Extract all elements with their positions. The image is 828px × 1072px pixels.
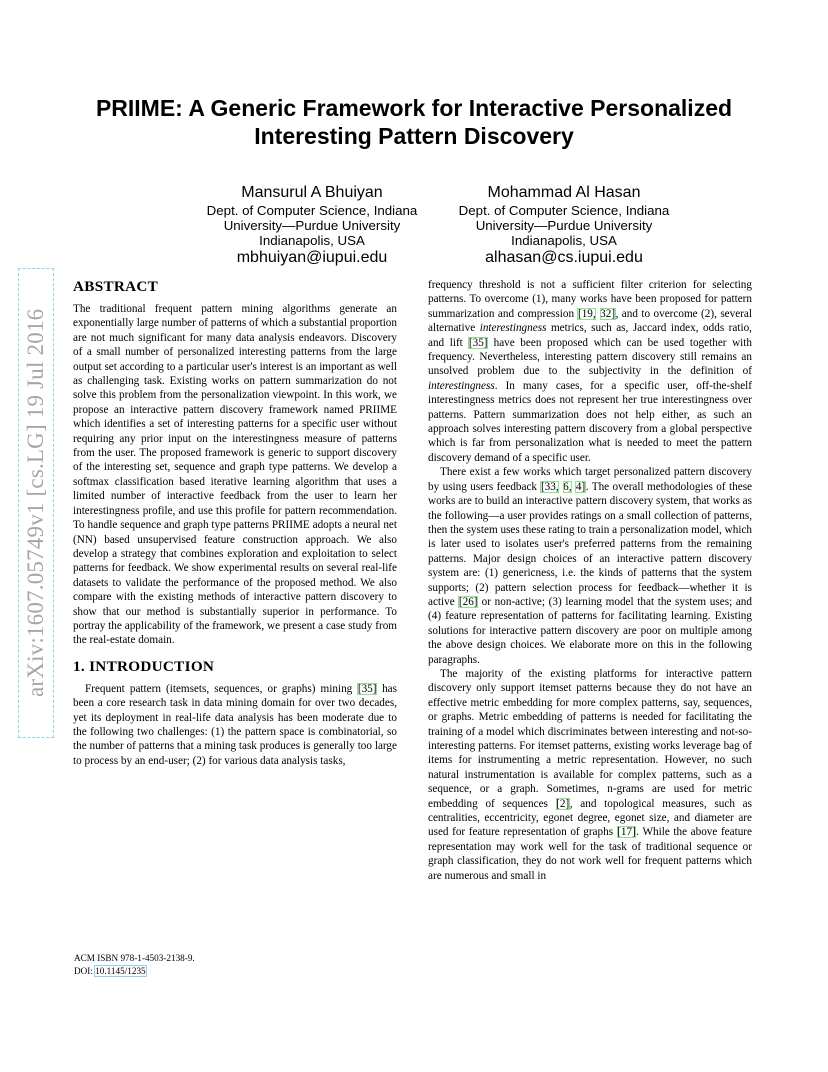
author-block-2 bbox=[434, 183, 694, 268]
right-paragraph-1: frequency threshold is not a sufficient filter criterion for selecting patterns. To overcome (1), many works have been proposed for pattern summarization and compression [19, 32], and to overcome (2), several alternative interestingness metrics, such as, Jaccard index, odds ratio, and lift [35] have been proposed which can be used together with frequency. Nevertheless, interesting pattern discovery still remains an unsolved problem due to the subjectivity in the definition of interestingness. In many cases, for a specific user, off-the-shelf interestingness metrics does not represent her true interestingness over patterns. Pattern summarization does not help either, as such an approach solves interesting pattern discovery from a global perspective which is far from personalization what is needed to meet the pattern discovery demand of a specific user. bbox=[428, 279, 752, 464]
citation-link[interactable]: [17] bbox=[617, 826, 636, 839]
citation-link[interactable]: 4] bbox=[575, 480, 586, 493]
author-email[interactable]: mbhuiyan@iupui.edu bbox=[236, 249, 388, 266]
citation-link[interactable]: [26] bbox=[458, 595, 478, 608]
author-univ: University—Purdue University bbox=[475, 218, 653, 233]
introduction-heading: 1. INTRODUCTION bbox=[73, 657, 215, 675]
citation-link[interactable]: [35] bbox=[357, 682, 377, 695]
author-name: Mansurul A Bhuiyan bbox=[241, 184, 383, 201]
left-column bbox=[73, 278, 397, 768]
isbn-line: ACM ISBN 978-1-4503-2138-9. bbox=[74, 953, 195, 963]
paper-title bbox=[60, 94, 768, 150]
author-dept: Dept. of Computer Science, Indiana bbox=[458, 203, 670, 218]
arxiv-stamp: arXiv:1607.05749v1 [cs.LG] 19 Jul 2016 bbox=[18, 268, 54, 738]
citation-link[interactable]: 6, bbox=[563, 480, 572, 493]
right-paragraph-3: The majority of the existing platforms for interactive pattern discovery only support itemset patterns because they do not have an effective metric embedding for more complex patterns, say, sequences, or graphs. Metric embedding of patterns is needed for facilitating the training of a model which discriminates between interesting and not-so-interesting patterns. For itemset patterns, existing works leverage bag of items for instrumenting a metric representation. However, no such natural instrumentation is available for complex patterns, such as a sequence, or a graph. Sometimes, n-grams are used for metric embedding of sequences [2], and topological measures, such as centralities, eccentricity, egonet degree, egonet size, and diameter are used for feature representation of graphs [17]. While the above feature representation may work well for the task of traditional sequence or graph classification, they do not work well for frequent patterns which are numerous and small in bbox=[428, 667, 753, 882]
abstract-heading: ABSTRACT bbox=[73, 278, 159, 295]
citation-link[interactable]: [35] bbox=[468, 336, 488, 349]
author-dept: Dept. of Computer Science, Indiana bbox=[206, 203, 418, 218]
citation-link[interactable]: [33, bbox=[540, 480, 559, 493]
citation-link[interactable]: [2] bbox=[556, 797, 570, 810]
doi-line: DOI: 10.1145/1235 bbox=[74, 966, 146, 976]
author-block-1 bbox=[182, 183, 442, 268]
right-paragraph-2: There exist a few works which target personalized pattern discovery by using users feedback [33, 6, 4]. The overall methodologies of these works are to build an interactive pattern discovery system, that works as the following—a user provides ratings on a small collection of patterns, then the system uses these rating to train a personalization model, which is later used to isolates user's preferred patterns from the remaining patterns. Major design choices of an interactive pattern discovery system are: (1) genericness, i.e. the kinds of patterns that the system supports; (2) pattern selection process for feedback—whether it is active [26] or non-active; (3) learning model that the system uses; and (4) feature representation of patterns for facilitating learning. Existing solutions for interactive pattern discovery are poor on multiple among the above design choices. We elaborate more on this in the following paragraphs. bbox=[428, 466, 753, 666]
title-line-1: PRIIME: A Generic Framework for Interactive Personalized bbox=[95, 95, 733, 121]
author-email[interactable]: alhasan@cs.iupui.edu bbox=[485, 249, 643, 266]
author-city: Indianapolis, USA bbox=[511, 233, 617, 248]
doi-link[interactable]: 10.1145/1235 bbox=[95, 966, 146, 976]
title-line-2: Interesting Pattern Discovery bbox=[254, 123, 574, 149]
footnote bbox=[74, 952, 195, 978]
citation-link[interactable]: [19, bbox=[577, 307, 596, 320]
author-city: Indianapolis, USA bbox=[259, 233, 365, 248]
citation-link[interactable]: 32] bbox=[600, 307, 616, 320]
author-name: Mohammad Al Hasan bbox=[487, 184, 641, 201]
right-column bbox=[428, 278, 752, 883]
author-univ: University—Purdue University bbox=[223, 218, 401, 233]
abstract-text: The traditional frequent pattern mining algorithms generate an exponentially large number of patterns of which a substantial proportion are not much significant for many data analysis endeavors. Discovery of a small number of personalized interesting patterns from the large output set according to a particular user's interest is an important as well as challenging task. Existing works on pattern summarization do not solve this problem from the personalization viewpoint. In this work, we propose an interactive pattern discovery framework named PRIIME which identifies a set of interesting patterns for a specific user without requiring any prior input on the interestingness measure of patterns from the user. The proposed framework is generic to support discovery of the interesting set, sequence and graph type patterns. We develop a softmax classification based iterative learning algorithm that uses a limited number of interactive feedback from the user to learn her interestingness profile, and use this profile for pattern recommendation. To handle sequence and graph type patterns PRIIME adopts a neural net (NN) based unsupervised feature construction approach. We also develop a strategy that combines exploration and exploitation to select patterns for feedback. We show experimental results on several real-life datasets to validate the performance of the proposed method. We also compare with the existing methods of interactive pattern discovery to show that our method is substantially superior in performance. To portray the applicability of the framework, we present a case study from the real-estate domain. bbox=[73, 303, 397, 647]
intro-paragraph: Frequent pattern (itemsets, sequences, or graphs) mining [35] has been a core research task in data mining domain for over two decades, yet its deployment in real-life data analysis has been moderate due to the following two challenges: (1) the pattern space is combinatorial, so the number of patterns that a mining task produces is generally too large to process by an end-user; (2) for various data analysis tasks, bbox=[73, 682, 397, 767]
